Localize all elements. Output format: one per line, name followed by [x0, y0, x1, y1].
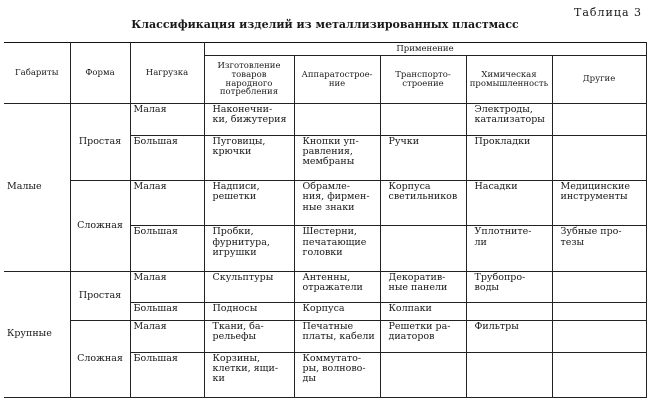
table-cell: Шестерни, печатающие головки — [294, 226, 380, 271]
table-cell — [466, 352, 552, 397]
form-cell: Простая — [70, 104, 130, 181]
table-cell — [294, 104, 380, 136]
table-cell: Декоратив- ные панели — [380, 271, 466, 303]
table-cell: Электроды, катализаторы — [466, 104, 552, 136]
table-cell: Антенны, отражатели — [294, 271, 380, 303]
form-cell: Сложная — [70, 180, 130, 271]
table-cell — [466, 303, 552, 321]
load-cell: Большая — [130, 226, 204, 271]
table-cell — [552, 352, 646, 397]
table-cell: Пуговицы, крючки — [204, 135, 294, 180]
load-cell: Большая — [130, 135, 204, 180]
header-form: Форма — [70, 43, 130, 104]
table-cell: Пробки, фурнитура, игрушки — [204, 226, 294, 271]
header-application: Применение — [204, 43, 646, 56]
table-cell — [552, 135, 646, 180]
table-cell: Решетки ра- диаторов — [380, 321, 466, 353]
table-cell: Корпуса — [294, 303, 380, 321]
header-other: Другие — [552, 56, 646, 104]
size-cell: Малые — [4, 104, 70, 272]
table-cell: Наконечни- ки, бижутерия — [204, 104, 294, 136]
table-cell: Корпуса светильников — [380, 180, 466, 225]
table-title: Классификация изделий из металлизированных пластмасс — [131, 18, 519, 31]
header-size: Габариты — [4, 43, 70, 104]
table-cell — [552, 321, 646, 353]
table-cell: Трубопро- воды — [466, 271, 552, 303]
table-cell: Надписи, решетки — [204, 180, 294, 225]
size-cell: Крупные — [4, 271, 70, 397]
header-chemical-industry: Химическая промышленность — [466, 56, 552, 104]
table-cell: Печатные платы, кабели — [294, 321, 380, 353]
table-number: Таблица 3 — [574, 6, 642, 19]
load-cell: Большая — [130, 352, 204, 397]
load-cell: Малая — [130, 271, 204, 303]
form-cell: Простая — [70, 271, 130, 320]
table-cell — [380, 352, 466, 397]
table-cell — [552, 104, 646, 136]
table-cell: Обрамле- ния, фирмен- ные знаки — [294, 180, 380, 225]
table-cell — [380, 104, 466, 136]
form-cell: Сложная — [70, 321, 130, 398]
load-cell: Большая — [130, 303, 204, 321]
table-cell: Корзины, клетки, ящи- ки — [204, 352, 294, 397]
table-cell: Кнопки уп- равления, мембраны — [294, 135, 380, 180]
classification-table — [4, 42, 647, 398]
table-cell: Фильтры — [466, 321, 552, 353]
table-cell: Насадки — [466, 180, 552, 225]
table-cell: Прокладки — [466, 135, 552, 180]
header-load: Нагрузка — [130, 43, 204, 104]
table-cell: Скульптуры — [204, 271, 294, 303]
load-cell: Малая — [130, 321, 204, 353]
table-cell: Ручки — [380, 135, 466, 180]
table-cell: Подносы — [204, 303, 294, 321]
table-cell — [380, 226, 466, 271]
header-instrument-making: Аппаратострое- ние — [294, 56, 380, 104]
table-cell: Уплотните- ли — [466, 226, 552, 271]
table-cell — [552, 271, 646, 303]
table-cell: Медицинские инструменты — [552, 180, 646, 225]
table-cell: Колпаки — [380, 303, 466, 321]
load-cell: Малая — [130, 180, 204, 225]
header-consumer-goods: Изготовление товаров народного потребления — [204, 56, 294, 104]
table-cell: Ткани, ба- рельефы — [204, 321, 294, 353]
table-cell: Коммутато- ры, волново- ды — [294, 352, 380, 397]
table-cell: Зубные про- тезы — [552, 226, 646, 271]
table-cell — [552, 303, 646, 321]
header-transport: Транспорто- строение — [380, 56, 466, 104]
load-cell: Малая — [130, 104, 204, 136]
